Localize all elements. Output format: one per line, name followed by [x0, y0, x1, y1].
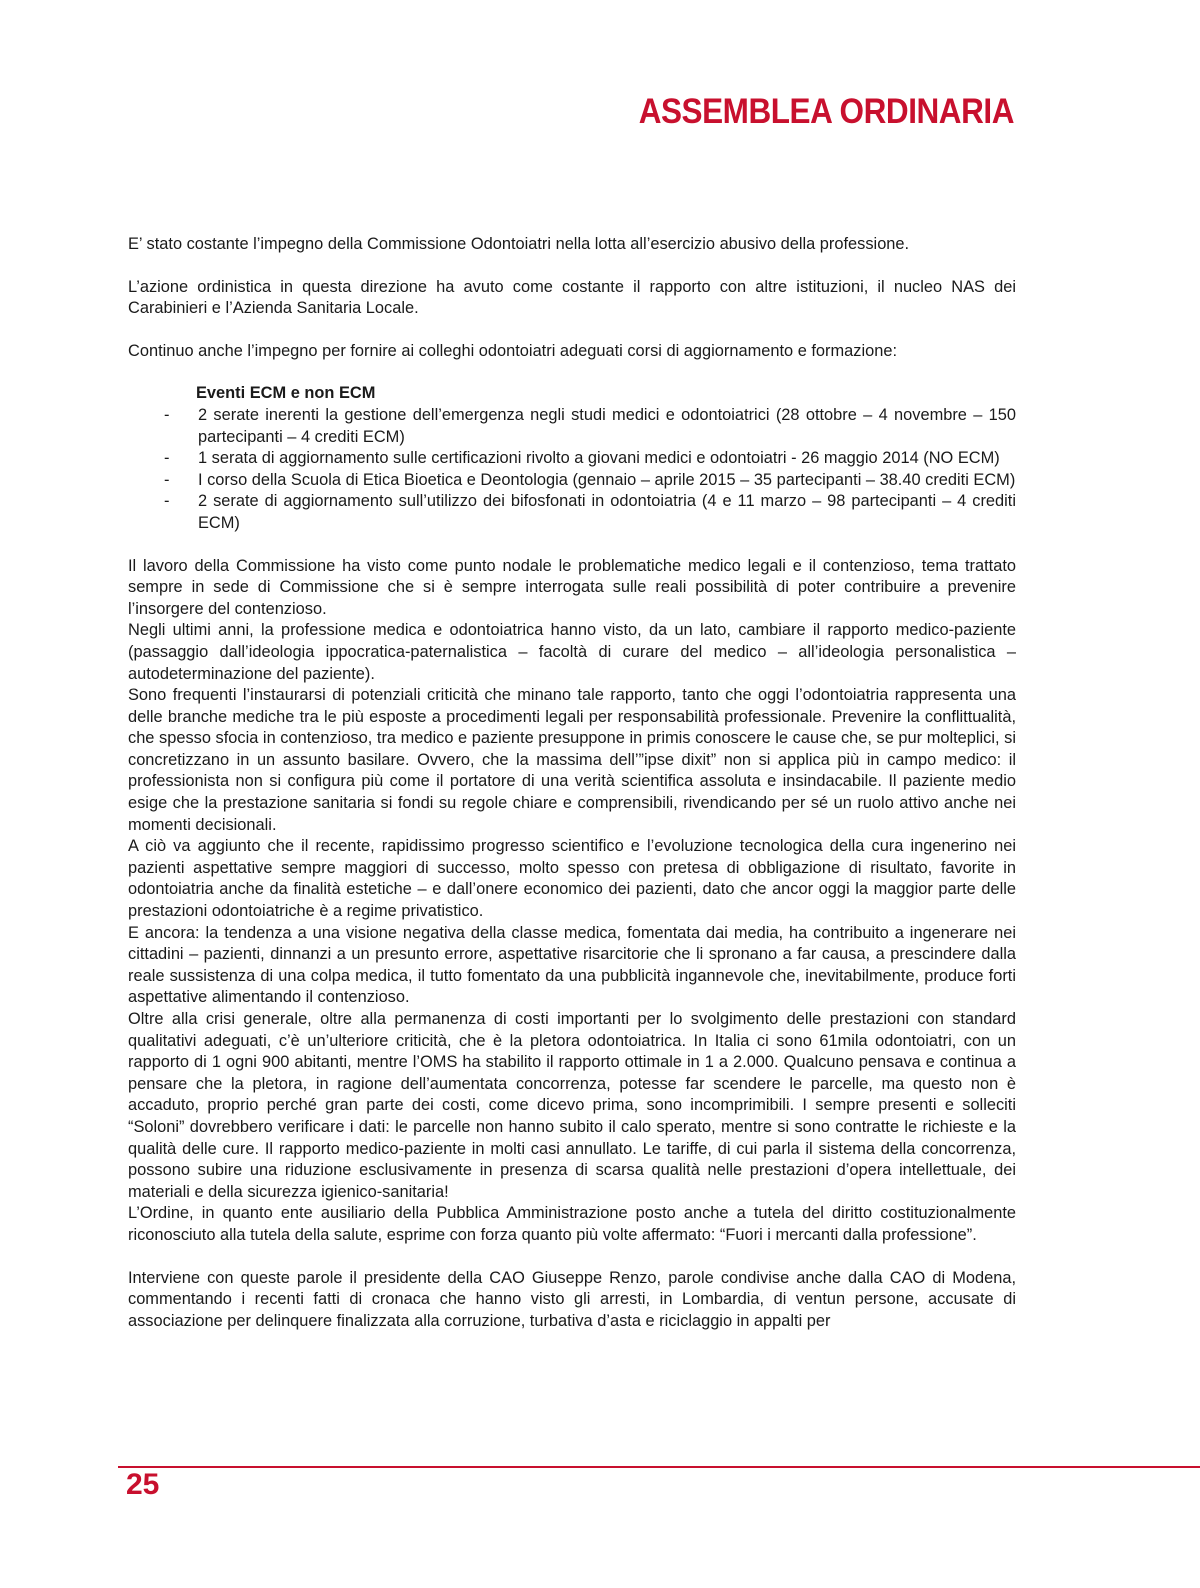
- body-paragraph: E ancora: la tendenza a una visione negativa della classe medica, fomentata dai media, ha contribuito a ingenerare nei cittadini – pazienti, dinnanzi a un presunto errore, aspettative risarcitorie che li spronano a far causa, a prescindere dalla reale sussistenza di una colpa medica, il tutto fomentato da una pubblicità ingannevole che, inevitabilmente, produce forti aspettative alimentando il contenzioso.: [128, 923, 1016, 1007]
- list-bullet: -: [164, 449, 170, 468]
- list-item-text: 2 serate di aggiornamento sull’utilizzo dei bifosfonati in odontoiatria (4 e 11 marzo – 98 partecipanti – 4 crediti ECM): [198, 492, 1016, 532]
- page-title: ASSEMBLEA ORDINARIA: [638, 92, 1014, 131]
- events-section: [128, 383, 1016, 534]
- events-list: [128, 405, 1016, 535]
- body-paragraph: Il lavoro della Commissione ha visto come punto nodale le problematiche medico legali e il contenzioso, tema trattato sempre in sede di Commissione che si è sempre interrogata sulle reali possibilità di poter contribuire a prevenire l’insorgere del contenzioso.: [128, 556, 1016, 618]
- footer-divider: [118, 1466, 1200, 1468]
- intro-paragraph-2: L’azione ordinistica in questa direzione ha avuto come costante il rapporto con altre istituzioni, il nucleo NAS dei Carabinieri e l’Azienda Sanitaria Locale.: [128, 277, 1016, 318]
- body-paragraph: Negli ultimi anni, la professione medica e odontoiatrica hanno visto, da un lato, cambiare il rapporto medico-paziente (passaggio dall’ideologia ippocratica-paternalistica – facoltà di curare del medico – all’ideologia personalistica – autodeterminazione del paziente).: [128, 621, 1016, 683]
- list-item: [128, 448, 1016, 470]
- body-paragraph: Sono frequenti l’instaurarsi di potenziali criticità che minano tale rapporto, tanto che oggi l’odontoiatria rappresenta una delle branche mediche tra le più esposte a procedimenti legali per responsabilità professionale. Prevenire la conflittualità, che spesso sfocia in contenzioso, tra medico e paziente presuppone in primis conoscere le cause che, se pur molteplici, si concretizzano in un assunto basilare. Ovvero, che la massima dell’”ipse dixit” non si applica più in campo medico: il professionista non si configura più come il portatore di una verità scientifica assoluta e insindacabile. Il paziente medio esige che la prestazione sanitaria si fondi su regole chiare e comprensibili, rivendicando per sé un ruolo attivo anche nei momenti decisionali.: [128, 686, 1016, 834]
- intro-paragraph-3: Continuo anche l’impegno per fornire ai colleghi odontoiatri adeguati corsi di aggiornamento e formazione:: [128, 341, 898, 360]
- page-number: 25: [126, 1468, 160, 1501]
- body-paragraph: L’Ordine, in quanto ente ausiliario della Pubblica Amministrazione posto anche a tutela del diritto costituzionalmente riconosciuto alla tutela della salute, esprime con forza quanto più volte affermato: “Fuori i mercanti dalla professione”.: [128, 1204, 1016, 1244]
- list-item-text: 2 serate inerenti la gestione dell’emergenza negli studi medici e odontoiatrici (28 ottobre – 4 novembre – 150 partecipanti – 4 crediti ECM): [198, 405, 1016, 446]
- body-paragraph: A ciò va aggiunto che il recente, rapidissimo progresso scientifico e l’evoluzione tecnologica della cura ingenerino nei pazienti aspettative sempre maggiori di successo, molto spesso con pretesa di obbligazione di risultato, favorite in odontoiatria anche da finalità estetiche – e dall’onere economico dei pazienti, dato che ancor oggi la maggior parte delle prestazioni odontoiatriche è a regime privatistico.: [128, 837, 1016, 921]
- intro-paragraph-1: E’ stato costante l’impegno della Commissione Odontoiatri nella lotta all’esercizio abusivo della professione.: [128, 235, 910, 253]
- events-title: Eventi ECM e non ECM: [196, 384, 376, 403]
- list-item: [128, 405, 1016, 448]
- list-item-text: 1 serata di aggiornamento sulle certificazioni rivolto a giovani medici e odontoiatri - 26 maggio 2014 (NO ECM): [198, 449, 1000, 468]
- list-bullet: -: [164, 470, 170, 489]
- list-bullet: -: [164, 405, 170, 424]
- body-paragraph: Oltre alla crisi generale, oltre alla permanenza di costi importanti per lo svolgimento delle prestazioni con standard qualitativi adeguati, c’è un’ulteriore criticità, che è la pletora odontoiatrica. In Italia ci sono 61mila odontoiatri, con un rapporto di 1 ogni 900 abitanti, mentre l’OMS ha stabilito il rapporto ottimale in 1 a 2.000. Qualcuno pensava e continua a pensare che la pletora, in ragione dell’aumentata concorrenza, potesse far scendere le parcelle, ma questo non è accaduto, proprio perché gran parte dei costi, come dicevo prima, sono incomprimibili. I sempre presenti e solleciti “Soloni” dovrebbero verificare i dati: le parcelle non hanno subito il calo sperato, mentre si sono contratte le richieste e la qualità delle cure. Il rapporto medico-paziente in molti casi annullato. Le tariffe, di cui parla il sistema della concorrenza, possono subire una riduzione esclusivamente in presenza di scarsa qualità nelle prestazioni d’opera intellettuale, dei materiali e della sicurezza igienico-sanitaria!: [128, 1010, 1016, 1201]
- closing-paragraph: Interviene con queste parole il presidente della CAO Giuseppe Renzo, parole condivise anche dalla CAO di Modena, commentando i recenti fatti di cronaca che hanno visto gli arresti, in Lombardia, di ventun persone, accusate di associazione per delinquere finalizzata alla corruzione, turbativa d’asta e riciclaggio in appalti per: [128, 1268, 1016, 1330]
- list-item-text: I corso della Scuola di Etica Bioetica e Deontologia (gennaio – aprile 2015 – 35 partecipanti – 38.40 crediti ECM): [198, 470, 1016, 489]
- list-item: [128, 491, 1016, 534]
- document-body: [128, 234, 1016, 1332]
- list-bullet: -: [164, 492, 170, 511]
- list-item: [128, 470, 1016, 492]
